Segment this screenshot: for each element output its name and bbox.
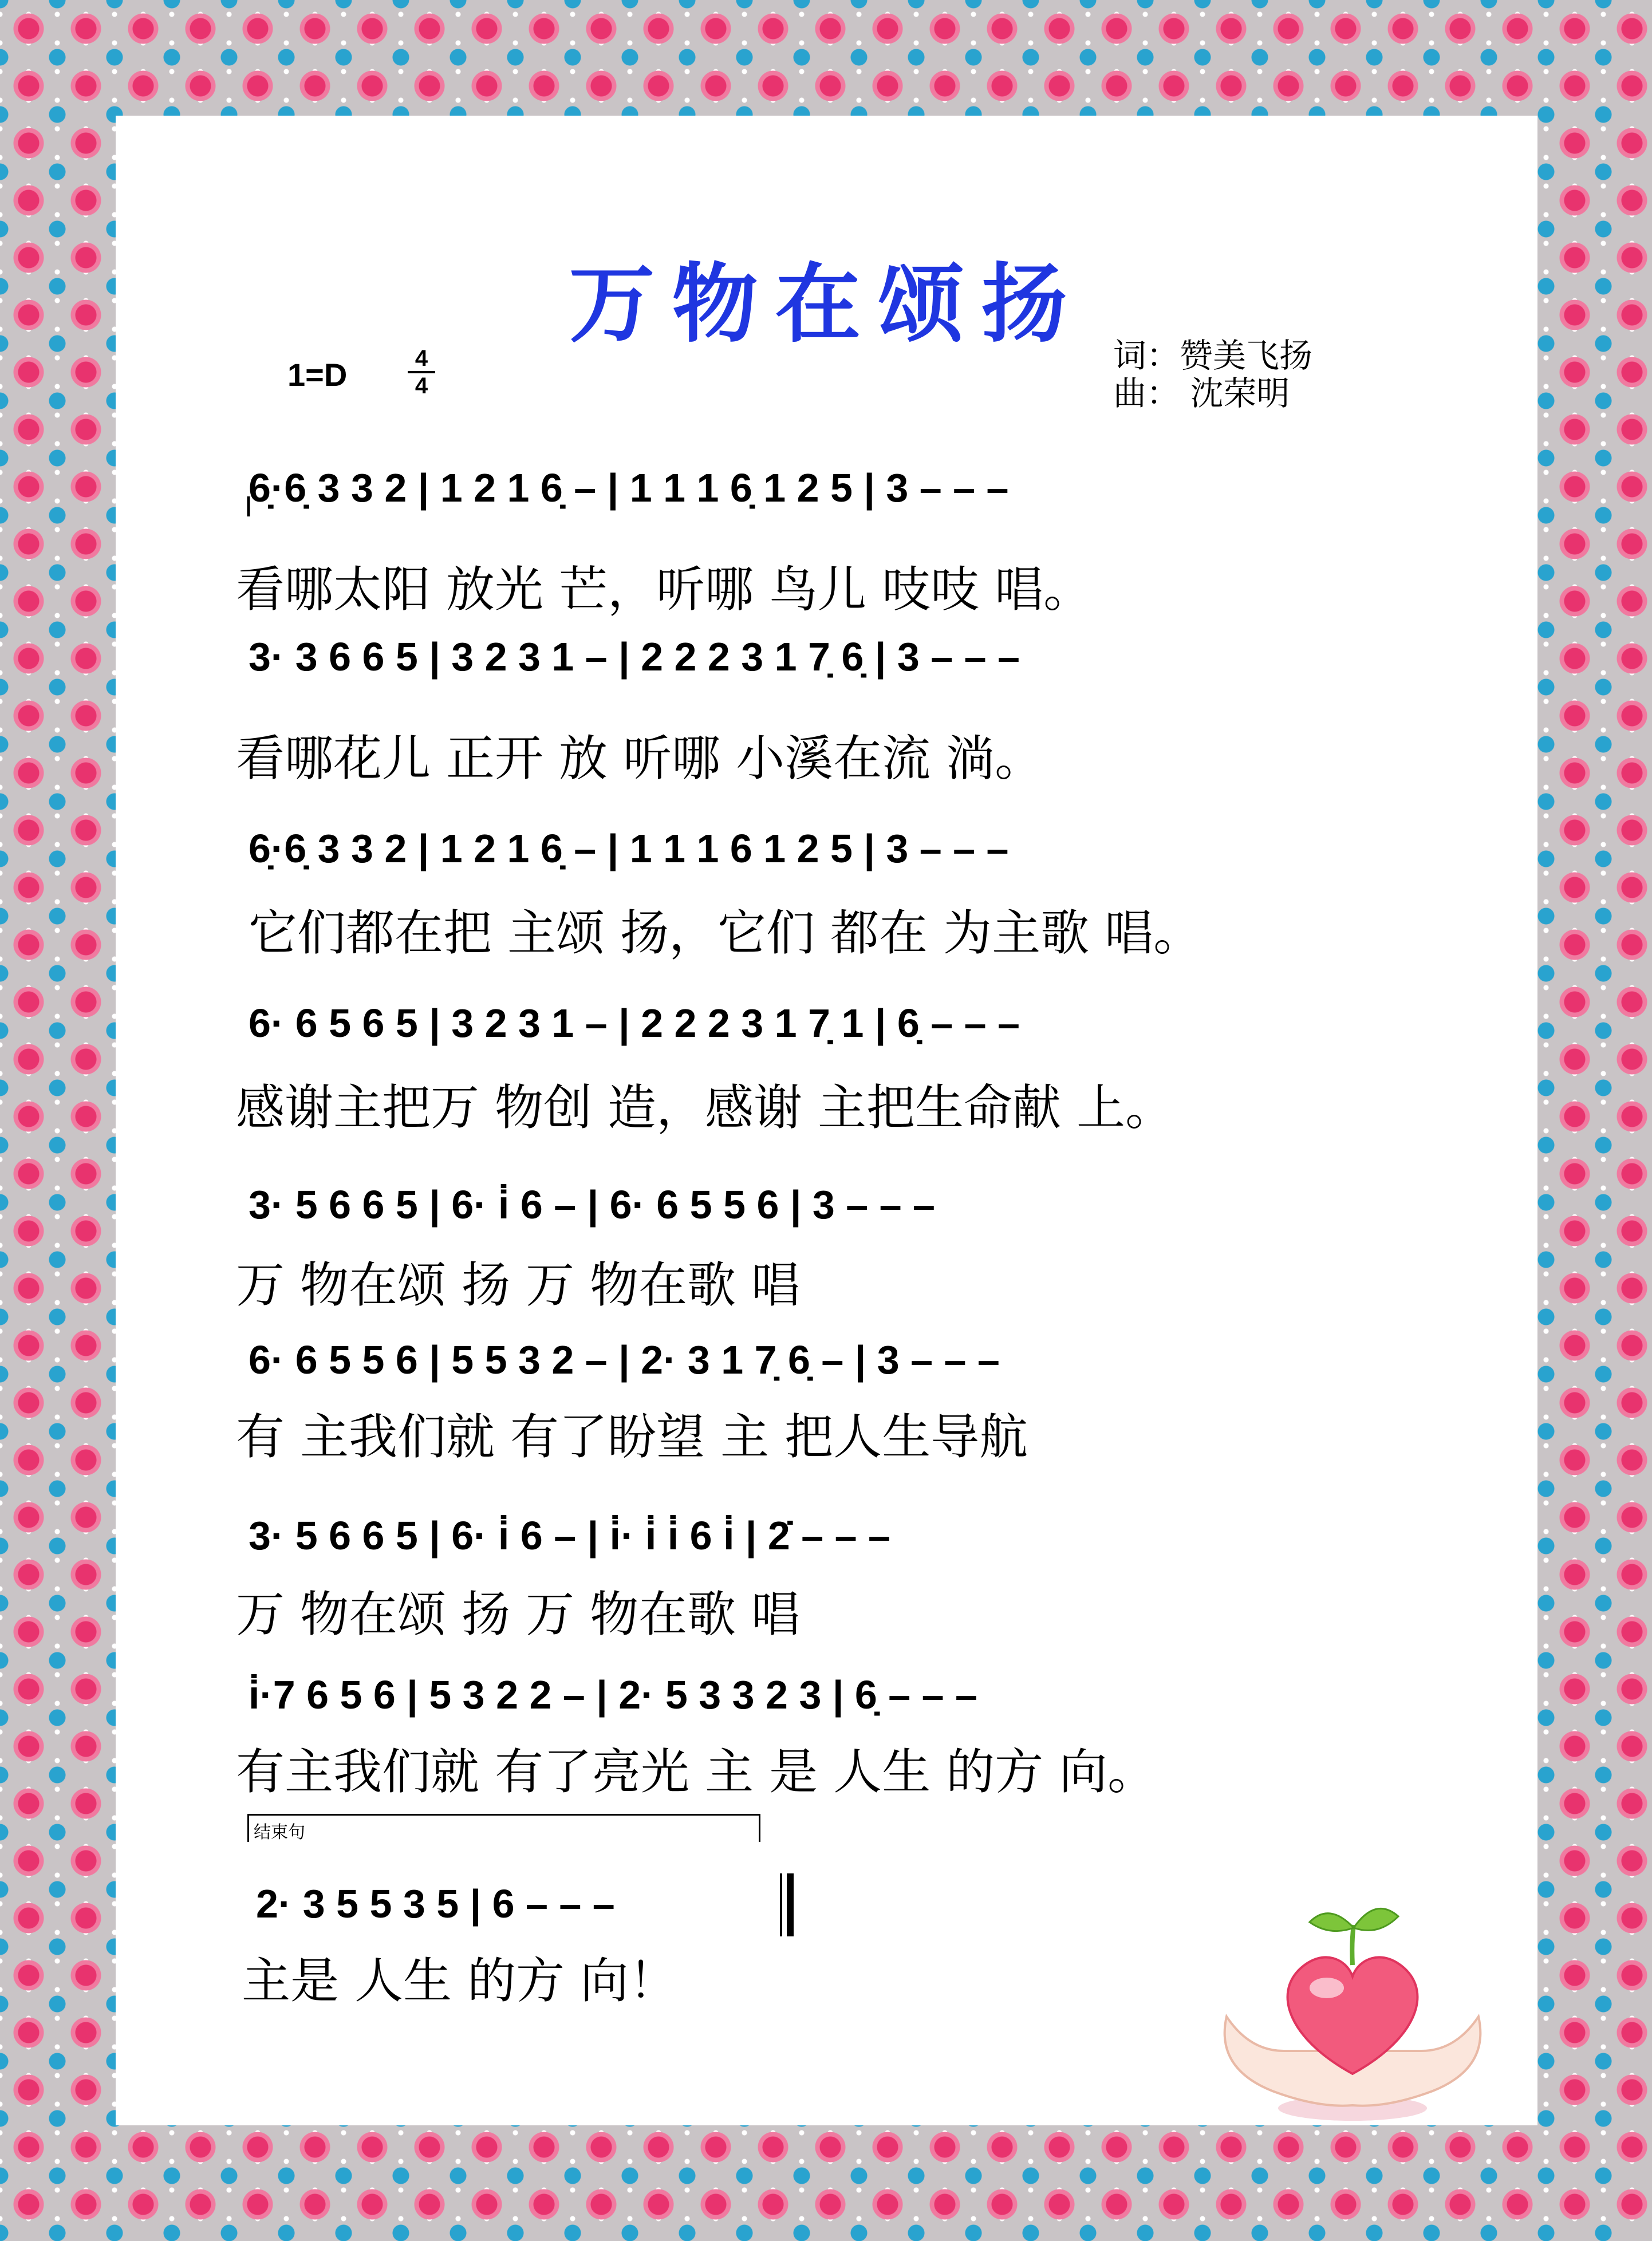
final-barline (787, 1873, 794, 1936)
notes-row-9: 2· 3 5 5 3 5 | 6 – – – (256, 1881, 615, 1926)
ending-label: 结束句 (254, 1822, 305, 1842)
lyricist-credit: 词：赞美飞扬 (1113, 336, 1313, 375)
sheet (116, 116, 1537, 2125)
lyric-row-6: 有 主我们就 有了盼望 主 把人生导航 (236, 1409, 1028, 1466)
notes-row-3: 6̣·6̣ 3 3 2 | 1 2 1 6̣ – | 1 1 1 6 1 2 5 | 3 – – – (249, 826, 1009, 871)
heart-sprout-icon (1204, 1879, 1501, 2125)
notes-row-8: i̇·7 6 5 6 | 5 3 2 2 – | 2· 5 3 3 2 3 | 6̣ – – – (249, 1672, 977, 1717)
notes-row-1: 6̣·6̣ 3 3 2 | 1 2 1 6̣ – | 1 1 1 6̣ 1 2 5 | 3 – – – (249, 465, 1009, 510)
notes-row-2: 3· 3 6 6 5 | 3 2 3 1 – | 2 2 2 3 1 7̣ 6̣ | 3 – – – (249, 634, 1020, 679)
lyric-row-9: 主是 人生 的方 向！ (242, 1953, 678, 2010)
lyric-row-7: 万 物在颂 扬 万 物在歌 唱 (236, 1587, 801, 1643)
lyric-row-2: 看哪花儿 正开 放 听哪 小溪在流 淌。 (236, 731, 1044, 787)
key-signature: 1=D (287, 357, 348, 393)
song-title: 万物在颂扬 (569, 254, 1085, 354)
notes-row-7: 3· 5 6 6 5 | 6· i̇ 6 – | i̇· i̇ i̇ 6 i̇ | 2̇ – – – (249, 1513, 890, 1558)
lyric-row-4: 感谢主把万 物创 造，感谢 主把生命献 上。 (236, 1080, 1174, 1137)
lyric-row-1: 看哪太阳 放光 芒，听哪 鸟儿 吱吱 唱。 (236, 562, 1093, 618)
ending-bracket (247, 1814, 760, 1842)
notes-row-5: 3· 5 6 6 5 | 6· i̇ 6 – | 6· 6 5 5 6 | 3 – – – (249, 1182, 935, 1227)
composer-credit: 曲： 沈荣明 (1113, 374, 1290, 413)
barline (780, 1873, 782, 1936)
lyric-row-3: 它们都在把 主颂 扬，它们 都在 为主歌 唱。 (249, 905, 1202, 962)
notes-row-6: 6· 6 5 5 6 | 5 5 3 2 – | 2· 3 1 7̣ 6̣ – | 3 – – – (249, 1338, 1000, 1382)
time-signature: 4 4 (408, 346, 435, 399)
lyric-row-5: 万 物在颂 扬 万 物在歌 唱 (236, 1257, 801, 1314)
notes-row-4: 6· 6 5 6 5 | 3 2 3 1 – | 2 2 2 3 1 7̣ 1 | 6̣ – – – (249, 1001, 1020, 1045)
lyric-row-8: 有主我们就 有了亮光 主 是 人生 的方 向。 (236, 1744, 1157, 1801)
